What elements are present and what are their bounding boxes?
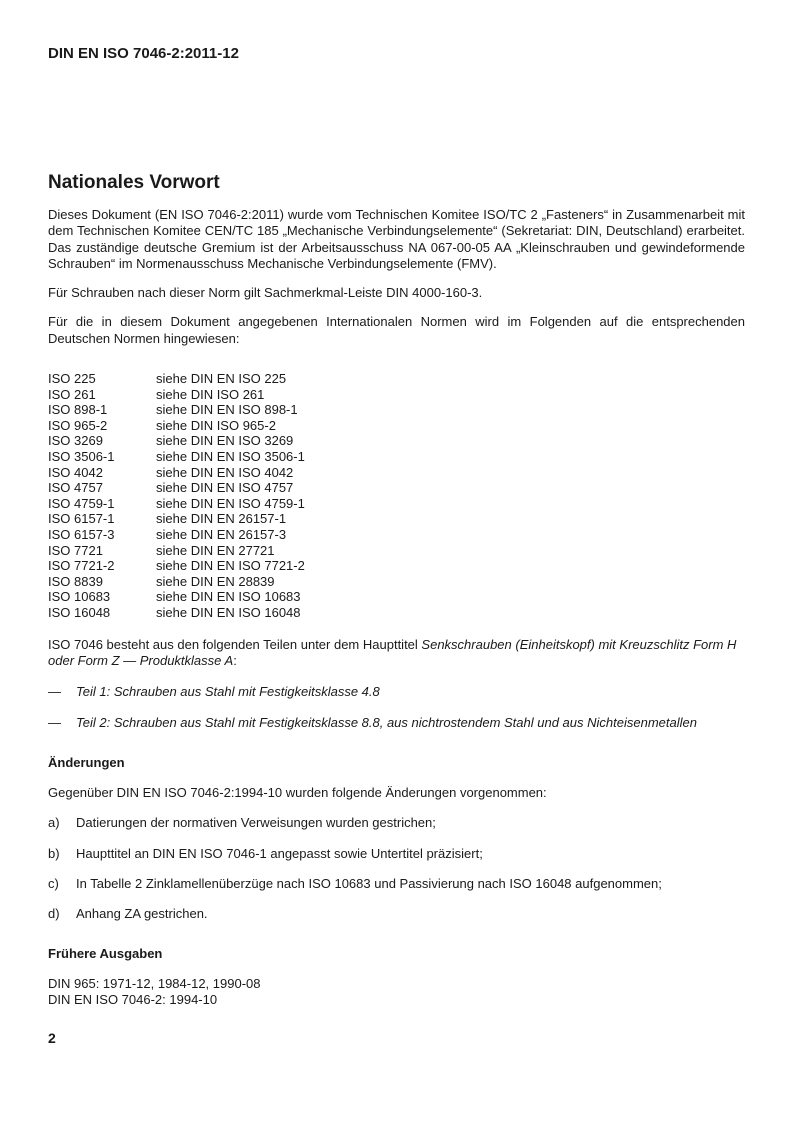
change-item-label: d) [48, 906, 60, 922]
iso-reference-row [48, 371, 745, 387]
intro-paragraph-2: Für Schrauben nach dieser Norm gilt Sachmerkmal-Leiste DIN 4000-160-3. [48, 285, 483, 301]
parts-intro-normal: ISO 7046 besteht aus den folgenden Teilen unter dem Haupttitel [48, 636, 422, 652]
edition-line: DIN EN ISO 7046-2: 1994-10 [48, 992, 218, 1008]
din-reference: siehe DIN EN ISO 4757 [156, 480, 294, 496]
din-reference: siehe DIN EN 26157-3 [156, 527, 287, 543]
din-reference: siehe DIN EN ISO 4759-1 [156, 495, 305, 511]
iso-reference-row [48, 433, 745, 449]
doc-number: DIN EN ISO 7046-2:2011-12 [48, 45, 239, 62]
iso-number: ISO 4042 [48, 464, 103, 480]
din-reference: siehe DIN EN ISO 7721-2 [156, 558, 305, 574]
edition-line: DIN 965: 1971-12, 1984-12, 1990-08 [48, 975, 261, 991]
dash-marker: — [48, 684, 61, 700]
iso-number: ISO 4759-1 [48, 495, 115, 511]
iso-number: ISO 261 [48, 386, 96, 402]
previous-editions-list [48, 976, 745, 1009]
din-reference: siehe DIN ISO 965-2 [156, 417, 276, 433]
din-reference: siehe DIN EN ISO 16048 [156, 604, 301, 620]
part-text: Teil 2: Schrauben aus Stahl mit Festigkeitsklasse 8.8, aus nichtrostendem Stahl und aus Nichteisenmetallen [76, 715, 697, 731]
iso-reference-row [48, 527, 745, 543]
din-reference: siehe DIN EN ISO 4042 [156, 464, 294, 480]
change-list-item [48, 906, 745, 922]
change-item-text: Haupttitel an DIN EN ISO 7046-1 angepasst sowie Untertitel präzisiert; [76, 845, 483, 861]
iso-reference-row [48, 480, 745, 496]
changes-heading: Änderungen [48, 754, 125, 770]
intro-paragraph-3: Für die in diesem Dokument angegebenen Internationalen Normen wird im Folgenden auf die entsprechenden Deutschen Normen hingewiesen: [48, 314, 745, 346]
part-text: Teil 1: Schrauben aus Stahl mit Festigkeitsklasse 4.8 [76, 684, 380, 700]
iso-number: ISO 3269 [48, 433, 103, 449]
iso-number: ISO 4757 [48, 480, 103, 496]
previous-editions-heading: Frühere Ausgaben [48, 945, 163, 961]
iso-reference-row [48, 605, 745, 621]
change-item-label: c) [48, 875, 59, 891]
din-reference: siehe DIN EN 26157-1 [156, 511, 287, 527]
change-item-text: Anhang ZA gestrichen. [76, 906, 208, 922]
iso-reference-row [48, 387, 745, 403]
iso-number: ISO 898-1 [48, 402, 108, 418]
iso-number: ISO 16048 [48, 604, 111, 620]
iso-reference-row [48, 496, 745, 512]
iso-reference-row [48, 418, 745, 434]
din-reference: siehe DIN EN ISO 225 [156, 371, 287, 387]
iso-reference-row [48, 574, 745, 590]
iso-reference-row [48, 465, 745, 481]
din-reference: siehe DIN EN ISO 10683 [156, 589, 301, 605]
intro-paragraph-1: Dieses Dokument (EN ISO 7046-2:2011) wurde vom Technischen Komitee ISO/TC 2 „Fasteners“ in Zusammenarbeit mit dem Technischen Komitee CEN/TC 185 „Mechanische Verbindungselemente“ (Sekretariat: DIN, Deutschland) erarbeitet. Das zuständige deutsche Gremium ist der Arbeitsausschuss NA 067-00-05 AA „Kleinschrauben und gewindeformende Schrauben“ im Normenausschuss Mechanische Verbindungselemente (FMV). [48, 207, 745, 271]
iso-number: ISO 3506-1 [48, 449, 115, 465]
document-main-title-italic: Senkschrauben (Einheitskopf) mit Kreuzschlitz Form H oder Form Z — Produktklasse A [48, 636, 737, 668]
document-header [48, 45, 745, 62]
page-number: 2 [48, 1030, 56, 1046]
change-item-text: In Tabelle 2 Zinklamellenüberzüge nach ISO 10683 und Passivierung nach ISO 16048 aufgenommen; [76, 875, 662, 891]
din-reference: siehe DIN EN 28839 [156, 573, 275, 589]
page-title: Nationales Vorwort [48, 172, 220, 193]
change-list-item [48, 846, 745, 862]
change-list-item [48, 815, 745, 831]
iso-number: ISO 6157-3 [48, 527, 115, 543]
iso-reference-row [48, 558, 745, 574]
parts-intro-suffix: : [233, 652, 237, 668]
iso-reference-row [48, 589, 745, 605]
page-content [48, 45, 745, 1008]
change-item-label: b) [48, 845, 60, 861]
part-list-item [48, 684, 745, 700]
din-reference: siehe DIN EN ISO 3269 [156, 433, 294, 449]
iso-number: ISO 965-2 [48, 417, 108, 433]
din-reference: siehe DIN EN ISO 3506-1 [156, 449, 305, 465]
iso-number: ISO 8839 [48, 573, 103, 589]
iso-number: ISO 10683 [48, 589, 111, 605]
iso-number: ISO 225 [48, 371, 96, 387]
iso-number: ISO 7721 [48, 542, 103, 558]
part-list-item [48, 715, 745, 731]
iso-reference-row [48, 543, 745, 559]
din-reference: siehe DIN EN ISO 898-1 [156, 402, 298, 418]
dash-marker: — [48, 715, 61, 731]
change-item-text: Datierungen der normativen Verweisungen wurden gestrichen; [76, 815, 436, 831]
din-reference: siehe DIN EN 27721 [156, 542, 275, 558]
iso-reference-row [48, 511, 745, 527]
din-reference: siehe DIN ISO 261 [156, 386, 265, 402]
iso-reference-row [48, 449, 745, 465]
iso-number: ISO 7721-2 [48, 558, 115, 574]
iso-reference-list [48, 371, 745, 621]
changes-intro: Gegenüber DIN EN ISO 7046-2:1994-10 wurden folgende Änderungen vorgenommen: [48, 785, 547, 801]
change-item-label: a) [48, 815, 60, 831]
iso-reference-row [48, 402, 745, 418]
change-list-item [48, 876, 745, 892]
parts-intro-paragraph [48, 637, 745, 670]
iso-number: ISO 6157-1 [48, 511, 115, 527]
